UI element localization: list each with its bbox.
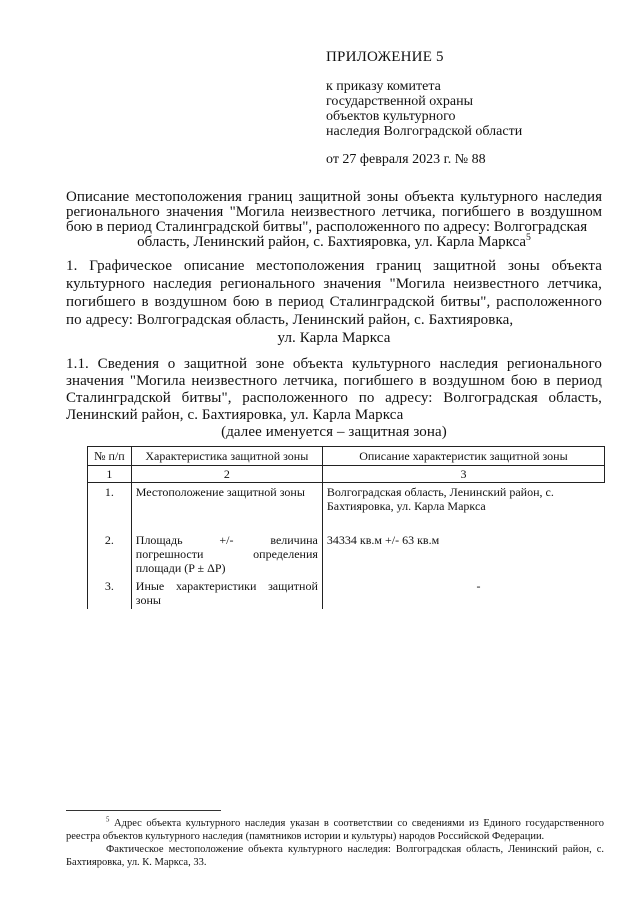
footnote-ref: 5 [526, 232, 531, 243]
row-characteristic: Иные характеристики защитной зоны [131, 577, 322, 609]
index-cell: 1 [88, 466, 132, 483]
row-characteristic: Местоположение защитной зоны [131, 483, 322, 532]
order-line: объектов культурного [326, 109, 456, 124]
footnotes [66, 817, 604, 869]
row-characteristic: Площадь +/- величина погрешности определения площади (P ± ΔP) [131, 531, 322, 577]
section-1-text: 1. Графическое описание местоположения границ защитной зоны объекта культурного наследия регионального значения "Могила неизвестного летчика, погибшего в воздушном бою в период Сталинградской битвы", расположенного по адресу: Волгоградская область, Ленинский район, с. Бахтияровка, [66, 258, 602, 328]
footnote-mark: 5 [106, 816, 110, 824]
section-1-1-text: 1.1. Сведения о защитной зоне объекта культурного наследия регионального значения "Могила неизвестного летчика, погибшего в воздушном бою в период Сталинградской битвы", расположенного по адресу: Волгоградская область, Ленинский район, с. Бахтияровка, ул. Карла Маркса [66, 356, 602, 423]
row-number: 3. [88, 577, 132, 609]
order-date: от 27 февраля 2023 г. № 88 [326, 152, 486, 167]
index-cell: 3 [322, 466, 604, 483]
appendix-block [326, 50, 586, 167]
appendix-label: ПРИЛОЖЕНИЕ 5 [326, 49, 444, 65]
table-row [88, 577, 605, 609]
header-description: Описание характеристик защитной зоны [322, 447, 604, 466]
row-description: 34334 кв.м +/- 63 кв.м [326, 533, 440, 547]
row-description [322, 577, 604, 609]
title-text: Описание местоположения границ защитной зоны объекта культурного наследия регионального значения "Могила неизвестного летчика, погибшего в воздушном бою в период Сталинградской битвы", расположенного по адресу: Волгоградская [66, 189, 602, 235]
order-line: к приказу комитета [326, 79, 441, 94]
table-row [88, 483, 605, 532]
table-header-row [88, 447, 605, 466]
row-number: 2. [88, 531, 132, 577]
header-characteristic: Характеристика защитной зоны [131, 447, 322, 466]
index-cell: 2 [131, 466, 322, 483]
section-1-1-last-line: (далее именуется – защитная зона) [221, 424, 447, 440]
footnote-paragraph: Фактическое местоположение объекта культурного наследия: Волгоградская область, Ленинский район, с. Бахтияровка, ул. К. Маркса, 33. [66, 844, 604, 868]
section-1-1 [66, 356, 602, 441]
area-formula: (P ± ΔP) [184, 561, 226, 575]
protection-zone-table [87, 446, 605, 609]
section-1-last-line: ул. Карла Маркса [277, 330, 391, 346]
order-line: наследия Волгоградской области [326, 124, 523, 139]
table-row [88, 531, 605, 577]
header-number: № п/п [88, 447, 132, 466]
document-title [66, 190, 602, 250]
order-line: государственной охраны [326, 94, 474, 109]
row-number: 1. [88, 483, 132, 532]
section-1 [66, 257, 602, 347]
dash-value: - [476, 579, 481, 593]
footnote-divider [66, 810, 221, 811]
title-last-line: область, Ленинский район, с. Бахтияровка, ул. Карла Маркса$^5$ [137, 232, 531, 250]
table-index-row [88, 466, 605, 483]
row-description: Волгоградская область, Ленинский район, с. Бахтияровка, ул. Карла Маркса [326, 485, 554, 513]
footnote-paragraph: $^5$ Адрес объекта культурного наследия указан в соответствии со сведениями из Единого государственного реестра объектов культурного наследия (памятников истории и культуры) народов Российской Федерации. [66, 816, 605, 842]
